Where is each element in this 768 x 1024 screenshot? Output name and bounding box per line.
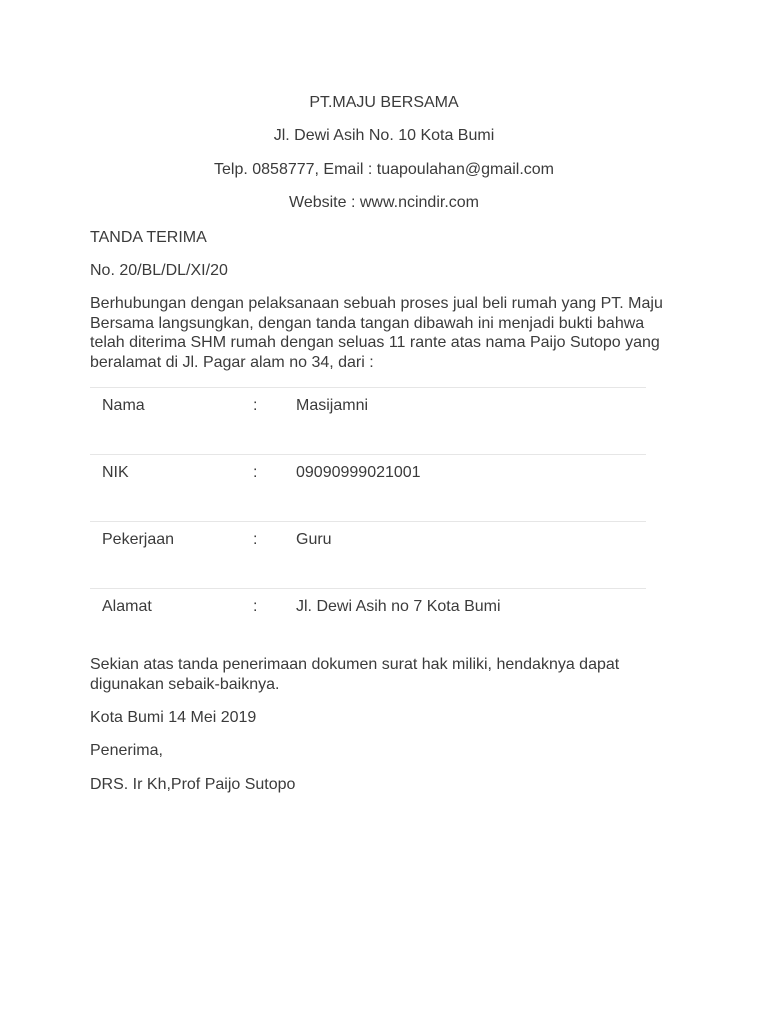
detail-label: NIK: [102, 464, 129, 481]
detail-separator: :: [253, 397, 258, 414]
closing-paragraph: [90, 655, 690, 694]
company-address: Jl. Dewi Asih No. 10 Kota Bumi: [273, 127, 495, 144]
detail-separator: :: [253, 598, 258, 615]
table-row: [90, 521, 646, 588]
place-date: Kota Bumi 14 Mei 2019: [90, 709, 257, 726]
detail-value: Guru: [296, 531, 332, 548]
detail-label: Pekerjaan: [102, 531, 175, 548]
intro-paragraph: [90, 294, 690, 372]
company-contact: Telp. 0858777, Email : tuapoulahan@gmail.com: [214, 161, 554, 178]
receiver-label: Penerima,: [90, 742, 163, 759]
document-title: TANDA TERIMA: [90, 229, 207, 246]
intro-line: beralamat di Jl. Pagar alam no 34, dari :: [90, 353, 374, 371]
detail-separator: :: [253, 531, 258, 548]
detail-value: 09090999021001: [296, 464, 421, 481]
detail-separator: :: [253, 464, 258, 481]
detail-value: Masijamni: [296, 397, 369, 414]
receiver-name: DRS. Ir Kh,Prof Paijo Sutopo: [90, 776, 296, 793]
intro-line: Berhubungan dengan pelaksanaan sebuah proses jual beli rumah yang PT. Maju: [90, 295, 663, 312]
table-row: [90, 387, 646, 454]
closing-line: digunakan sebaik-baiknya.: [90, 675, 280, 693]
company-name: PT.MAJU BERSAMA: [309, 94, 459, 111]
detail-value: Jl. Dewi Asih no 7 Kota Bumi: [296, 598, 501, 615]
intro-line: telah diterima SHM rumah dengan seluas 11 rante atas nama Paijo Sutopo yang: [90, 334, 660, 351]
table-row: [90, 588, 646, 655]
details-table: [90, 387, 646, 655]
company-website: Website : www.ncindir.com: [289, 194, 479, 211]
detail-label: Nama: [102, 397, 145, 414]
document-number: No. 20/BL/DL/XI/20: [90, 262, 228, 279]
detail-label: Alamat: [102, 598, 152, 615]
closing-line: Sekian atas tanda penerimaan dokumen surat hak miliki, hendaknya dapat: [90, 656, 620, 673]
intro-line: Bersama langsungkan, dengan tanda tangan dibawah ini menjadi bukti bahwa: [90, 314, 645, 332]
table-row: [90, 454, 646, 521]
